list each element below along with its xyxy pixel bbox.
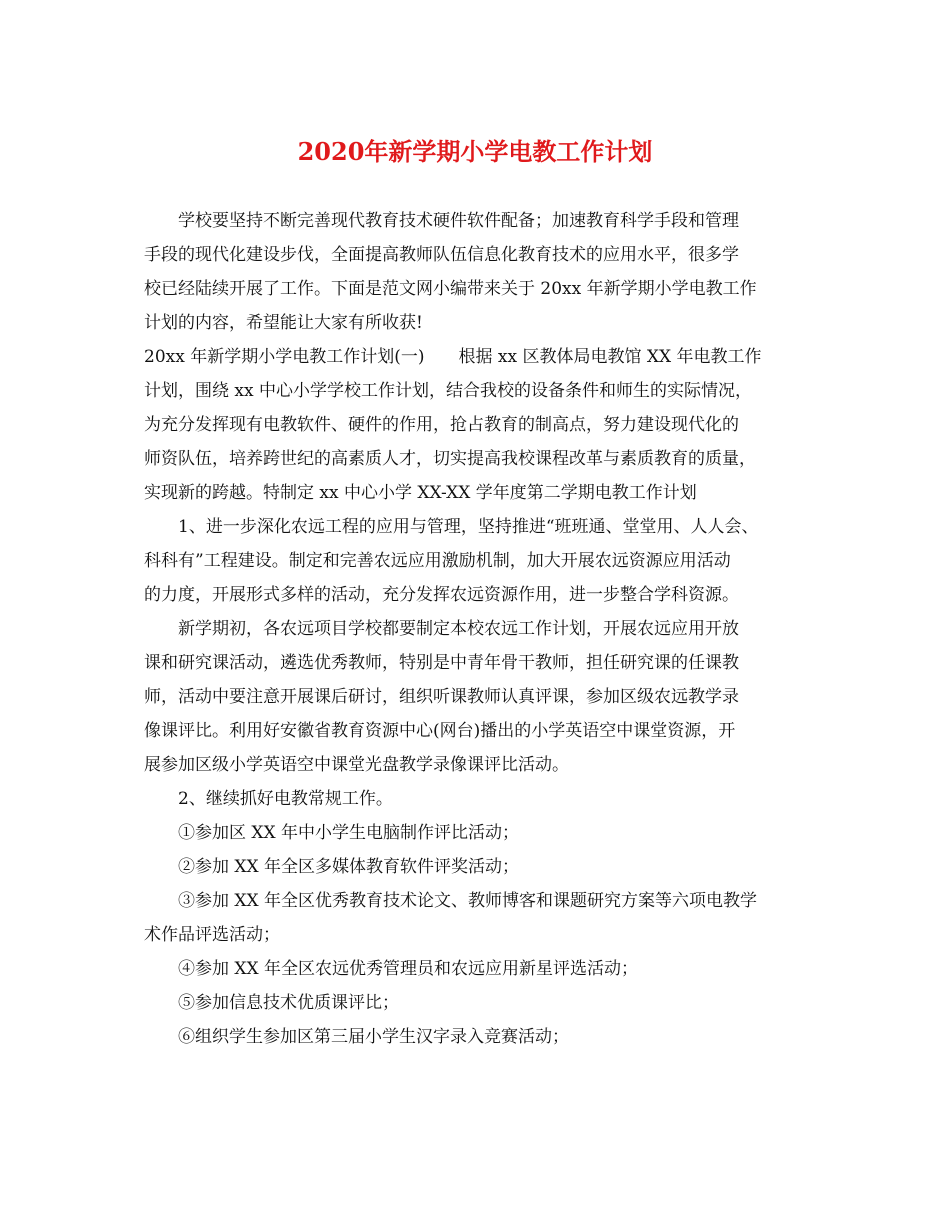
text-line: ④参加 XX 年全区农远优秀管理员和农远应用新星评选活动；	[144, 959, 639, 979]
text-line: 术作品评选活动；	[144, 925, 280, 945]
text-line: 计划，围绕 xx 中心小学学校工作计划，结合我校的设备条件和师生的实际情况，	[144, 381, 752, 401]
text-line: 像课评比。利用好安徽省教育资源中心(网台)播出的小学英语空中课堂资源，开	[144, 721, 736, 741]
text-line: 学校要坚持不断完善现代教育技术硬件软件配备；加速教育科学手段和管理	[144, 211, 739, 231]
text-line: ③参加 XX 年全区优秀教育技术论文、教师博客和课题研究方案等六项电教学	[144, 891, 758, 911]
text-line: 1、进一步深化农远工程的应用与管理，坚持推进“班班通、堂堂用、人人会、	[144, 517, 759, 537]
text-line: 校已经陆续开展了工作。下面是范文网小编带来关于 20xx 年新学期小学电教工作	[144, 279, 757, 299]
text-line: ⑥组织学生参加区第三届小学生汉字录入竞赛活动；	[144, 1027, 569, 1047]
text-line: 科科有”工程建设。制定和完善农远应用激励机制，加大开展农远资源应用活动	[144, 551, 731, 571]
text-line: 展参加区级小学英语空中课堂光盘教学录像课评比活动。	[144, 755, 569, 775]
text-line: 实现新的跨越。特制定 xx 中心小学 XX-XX 学年度第二学期电教工作计划	[144, 483, 697, 503]
text-line: 为充分发挥现有电教软件、硬件的作用，抢占教育的制高点，努力建设现代化的	[144, 415, 739, 435]
text-line: 新学期初，各农远项目学校都要制定本校农远工作计划，开展农远应用开放	[144, 619, 739, 639]
text-line: 师，活动中要注意开展课后研讨，组织听课教师认真评课，参加区级农远教学录	[144, 687, 739, 707]
text-line: ②参加 XX 年全区多媒体教育软件评奖活动；	[144, 857, 520, 877]
text-line: ⑤参加信息技术优质课评比；	[144, 993, 399, 1013]
text-line: 课和研究课活动，遴选优秀教师，特别是中青年骨干教师，担任研究课的任课教	[144, 653, 739, 673]
document-body	[144, 204, 834, 1054]
text-line: 计划的内容，希望能让大家有所收获!	[144, 313, 423, 333]
document-title: 2020年新学期小学电教工作计划	[297, 137, 653, 166]
text-line: 师资队伍，培养跨世纪的高素质人才，切实提高我校课程改革与素质教育的质量，	[144, 449, 756, 469]
text-line: 20xx 年新学期小学电教工作计划(一) 根据 xx 区教体局电教馆 XX 年电教工作	[144, 347, 762, 367]
text-line: ①参加区 XX 年中小学生电脑制作评比活动；	[144, 823, 520, 843]
text-line: 2、继续抓好电教常规工作。	[144, 789, 393, 809]
text-line: 手段的现代化建设步伐，全面提高教师队伍信息化教育技术的应用水平，很多学	[144, 245, 739, 265]
text-line: 的力度，开展形式多样的活动，充分发挥农远资源作用，进一步整合学科资源。	[144, 585, 739, 605]
